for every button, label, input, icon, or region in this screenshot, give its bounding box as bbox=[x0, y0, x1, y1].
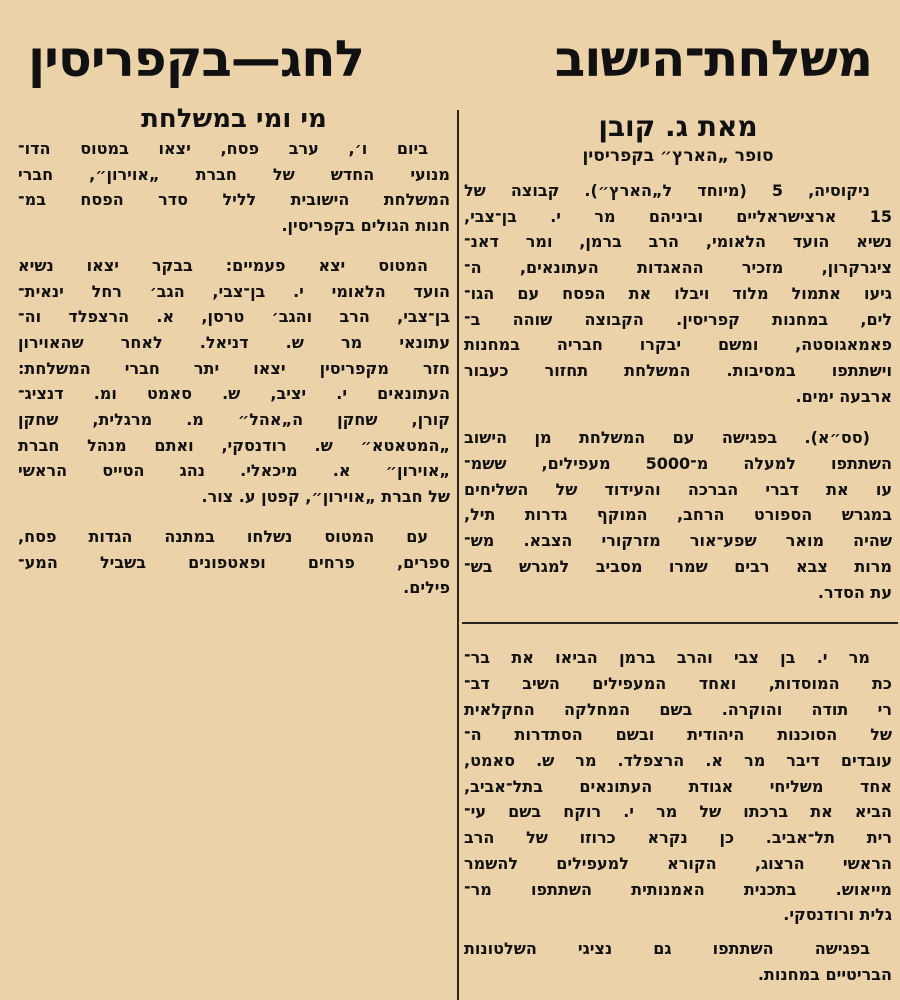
text-line: העתונאים י. יציב, ש. סאמט ומ. דנציג־ bbox=[18, 384, 450, 404]
byline-role: סופר „הארץ״ בקפריסין bbox=[582, 146, 774, 166]
text-line: רית תל־אביב. כן נקרא כרוזו של הרב bbox=[464, 828, 892, 848]
text-line: עו את דברי הברכה והעידוד של השליחים bbox=[464, 479, 892, 499]
text-line: עובדים דיבר מר א. הרצפלד. מר ש. סאמט, bbox=[464, 751, 892, 771]
byline: מאת ג. קובן bbox=[598, 110, 758, 143]
text-line: של חברת „אוירון״, קפטן ע. צור. bbox=[201, 487, 450, 507]
text-line: ציגרקרון, מזכיר ההאגדות העתונאים, ה־ bbox=[464, 258, 892, 278]
left-column bbox=[18, 104, 450, 609]
column-divider bbox=[457, 110, 459, 1000]
text-line: אחד משליחי אגודת העתונאים בתל־אביב, bbox=[464, 776, 892, 796]
text-line: המטוס יצא פעמיים: בבקר יצאו נשיא bbox=[18, 255, 428, 275]
right-paragraphs bbox=[464, 178, 892, 987]
article-paragraph bbox=[464, 645, 892, 928]
text-line: ביום ו׳, ערב פסח, יצאו במטוס הדו־ bbox=[18, 139, 428, 158]
sidebar-subhead: מי ומי במשלחת bbox=[141, 104, 327, 134]
text-line: מר י. בן צבי והרב ברמן הביאו את בר־ bbox=[464, 648, 870, 668]
text-line: מרות צבא רבים שמרו מסביב למגרש בש־ bbox=[464, 556, 892, 576]
text-line: שהיה מואר שפע־אור מזרקורי הצבא. מש־ bbox=[464, 531, 892, 551]
right-column bbox=[464, 110, 892, 995]
text-line: גלית ורודנסקי. bbox=[783, 905, 892, 925]
text-line: נשיא הועד הלאומי, הרב ברמן, ומר דאנ־ bbox=[464, 232, 892, 252]
text-line: הועד הלאומי י. בן־צבי, הגב׳ רחל ינאית־ bbox=[18, 281, 450, 301]
text-line: קורן, שחקן ה„אהל״ מ. מרגלית, שחקן bbox=[18, 410, 450, 430]
text-line: רי תודה והוקרה. בשם המחלקה החקלאית bbox=[464, 699, 892, 719]
text-line: לים, במחנות קפריסין. הקבוצה שוהה ב־ bbox=[464, 309, 892, 329]
article-paragraph bbox=[464, 936, 892, 987]
text-line: 15 ארצישראליים וביניהם מר י. בן־צבי, bbox=[464, 206, 892, 226]
text-line: במגרש הספורט הרחב, המוקף גדרות תיל, bbox=[464, 505, 892, 525]
article-paragraph bbox=[18, 524, 450, 601]
article-paragraph bbox=[18, 136, 450, 239]
text-line: מנועי החדש של חברת „אוירון״, חברי bbox=[18, 164, 450, 184]
text-line: עם המטוס נשלחו במתנה הגדות פסח, bbox=[18, 526, 428, 546]
text-line: וישתתפו במסיבות. המשלחת תחזור כעבור bbox=[464, 360, 892, 380]
text-line: המשלחת הישובית לליל סדר הפסח במ־ bbox=[18, 190, 450, 210]
text-line: הראשי הרצוג, הקורא למעפילים להשמר bbox=[464, 853, 892, 873]
text-line: גיעו אתמול מלוד ויבלו את הפסח עם הגו־ bbox=[464, 283, 892, 303]
text-line: כת המוסדות, ואחד המעפילים השיב דב־ bbox=[464, 673, 892, 693]
text-line: מייאוש. בתכנית האמנותית השתתפו מר־ bbox=[464, 879, 892, 899]
text-line: פילים. bbox=[403, 578, 450, 598]
text-line: פאמאגוסטה, ומשם יבקרו חבריה במחנות bbox=[464, 335, 892, 355]
text-line: חנות הגולים בקפריסין. bbox=[281, 216, 450, 236]
article-paragraph bbox=[18, 253, 450, 510]
text-line: עת הסדר. bbox=[817, 582, 892, 602]
article-paragraph bbox=[464, 425, 892, 605]
text-line: „המטאטא״ ש. רודנסקי, ואתם מנהל חברת bbox=[18, 435, 450, 455]
text-line: בפגישה השתתפו גם נציגי השלטונות bbox=[464, 938, 870, 958]
text-line: (סס״א). בפגישה עם המשלחת מן הישוב bbox=[464, 428, 870, 448]
text-line: בן־צבי, הרב והגב׳ טרסן, א. הרצפלד וה־ bbox=[18, 307, 450, 327]
text-line: חזר מקפריסין יצאו יתר חברי המשלחת: bbox=[18, 358, 450, 378]
text-line: „אוירון״ א. מיכאלי. נהג הטייס הראשי bbox=[18, 461, 450, 481]
text-line: ניקוסיה, 5 (מיוחד ל„הארץ״). קבוצה של bbox=[464, 181, 870, 200]
headline: משלחת־הישוב לחג—בקפריסין bbox=[28, 30, 872, 88]
text-line: עתונאי מר ש. דניאל. לאחר שהאוירון bbox=[18, 332, 450, 352]
text-line: ארבעה ימים. bbox=[795, 386, 892, 406]
left-paragraphs bbox=[18, 136, 450, 601]
text-line: השתתפו למעלה מ־5000 מעפילים, ששמ־ bbox=[464, 454, 892, 474]
text-line: הבריטיים במחנות. bbox=[757, 964, 892, 984]
article-paragraph bbox=[464, 178, 892, 409]
text-line: ספרים, פרחים ופאטפונים בשביל המע־ bbox=[18, 552, 450, 572]
text-line: הביא את ברכתו של מר י. רוקח בשם עי־ bbox=[464, 802, 892, 822]
text-line: של הסוכנות היהודית ובשם הסתדרות ה־ bbox=[464, 725, 892, 745]
